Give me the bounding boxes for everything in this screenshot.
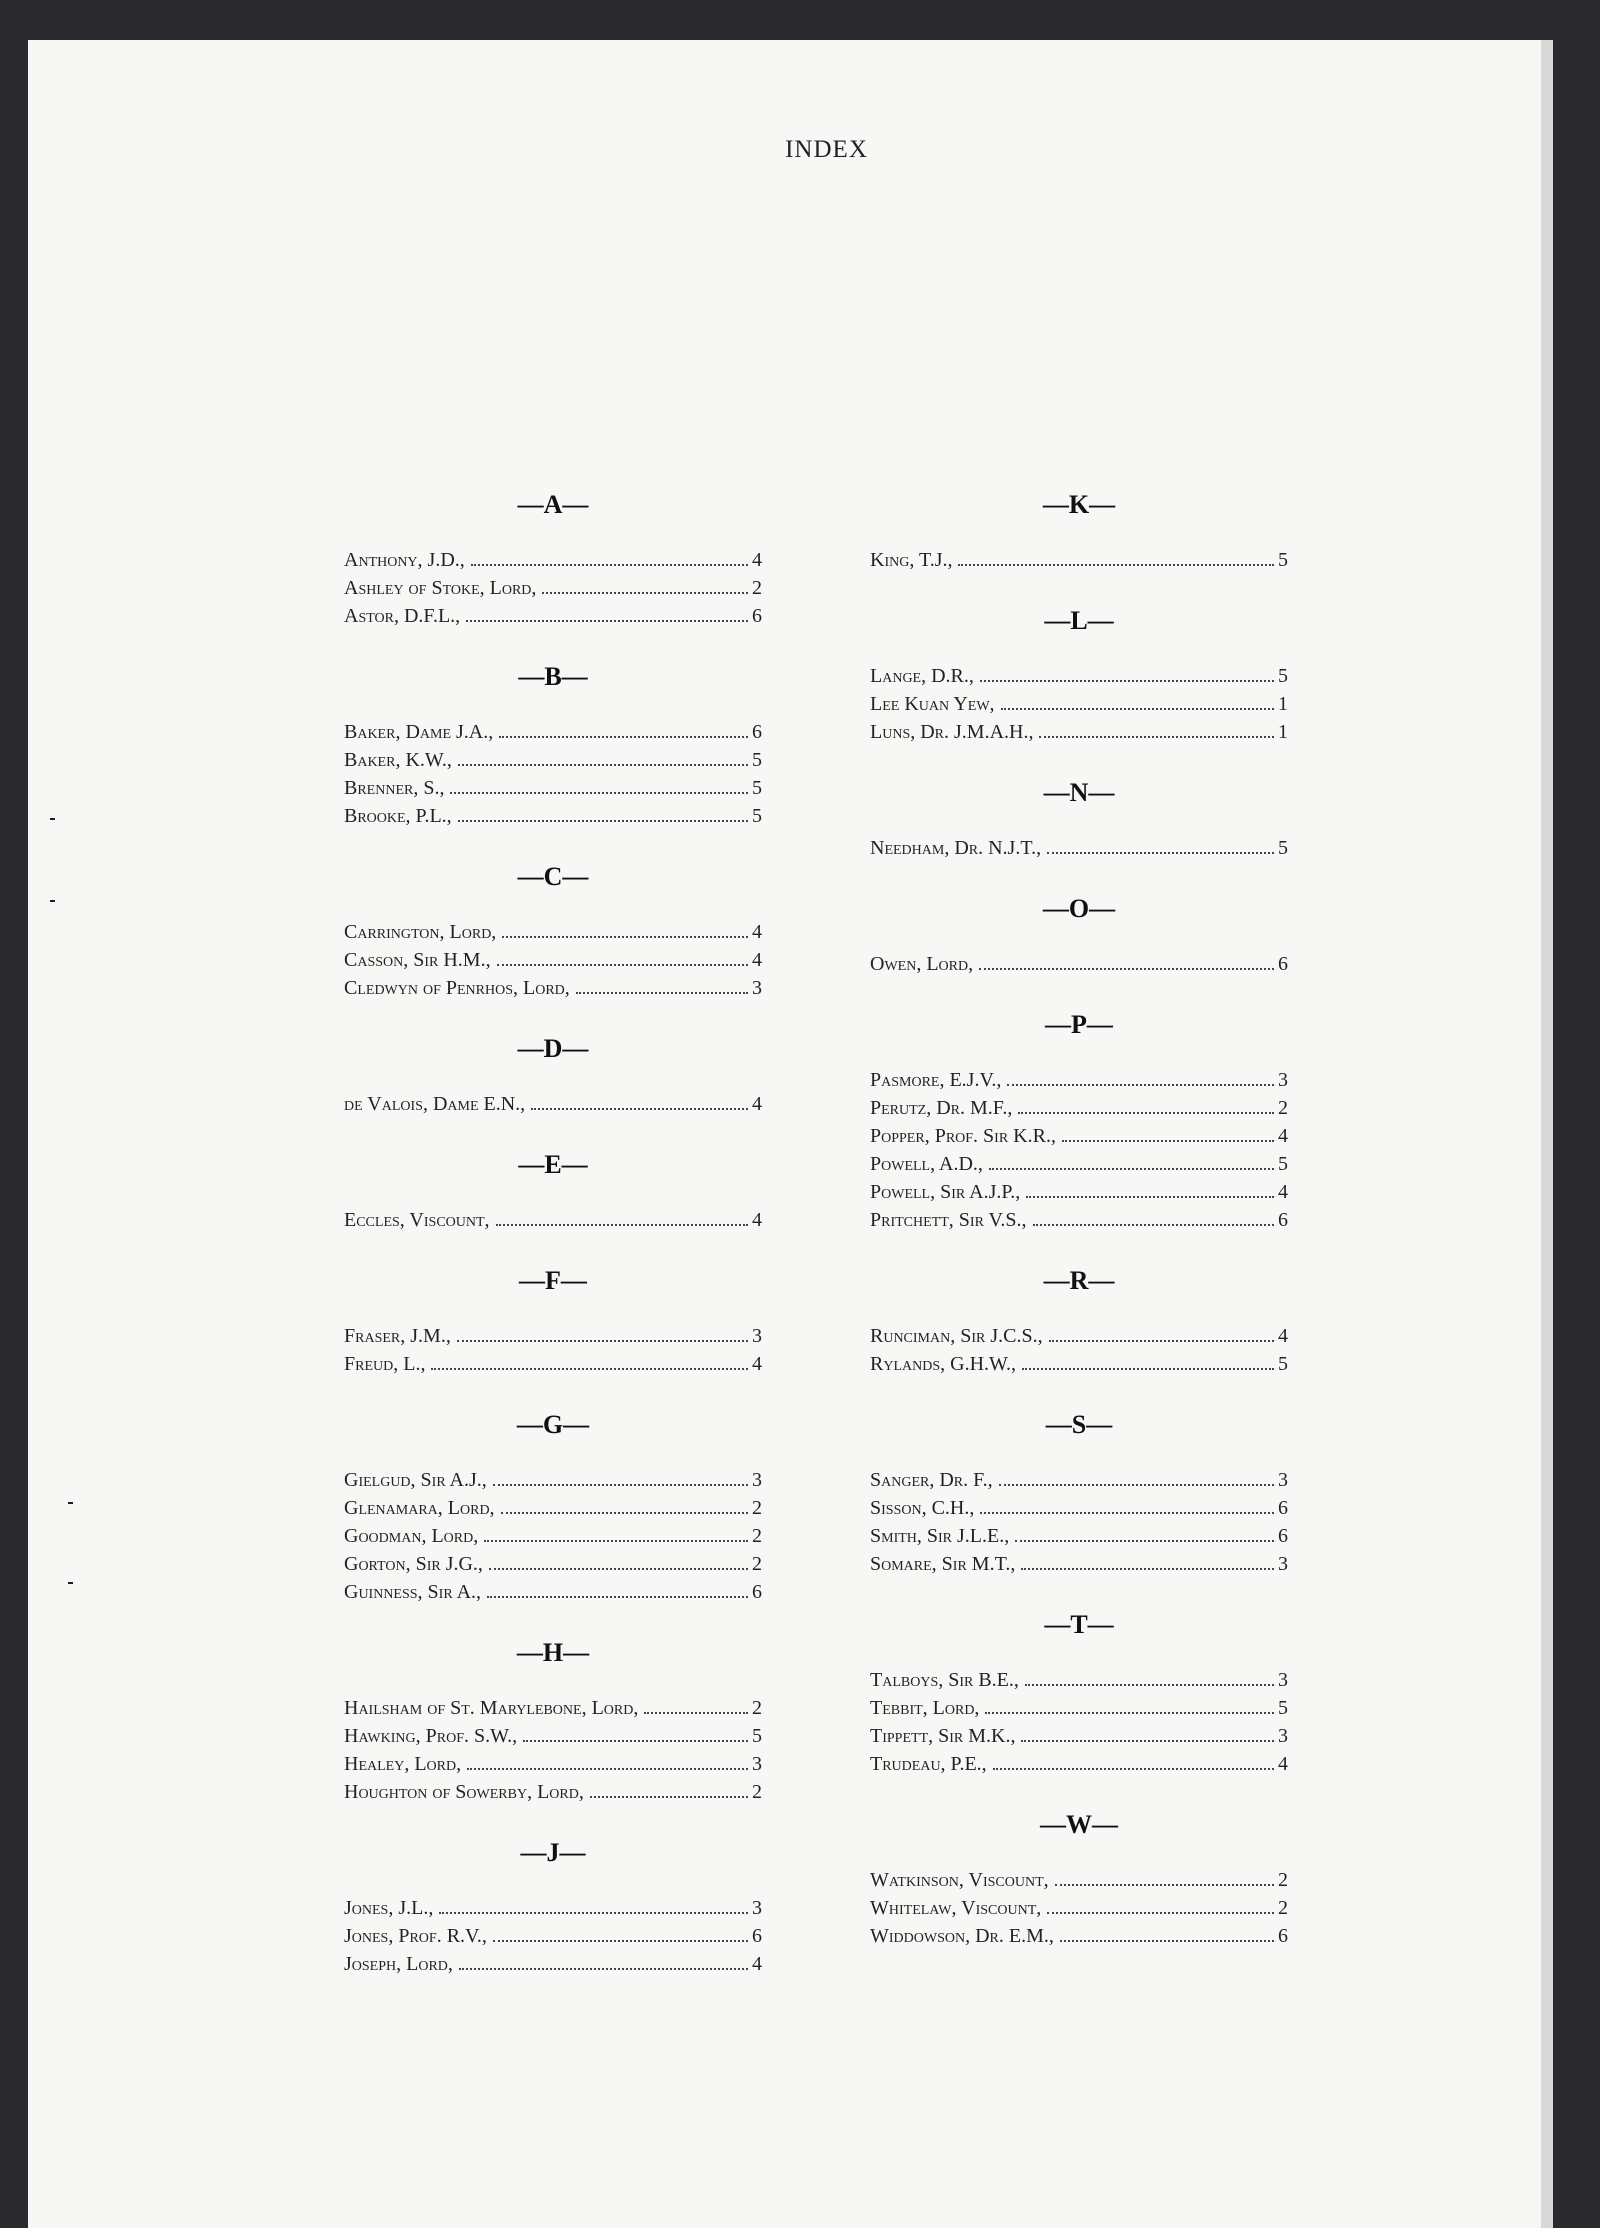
index-entry <box>870 1350 1288 1378</box>
index-entry <box>344 1522 762 1550</box>
index-entry <box>870 1522 1288 1550</box>
index-section <box>344 1636 762 1806</box>
entry-name: Runciman, Sir J.C.S., <box>870 1325 1043 1347</box>
margin-mark <box>50 900 55 902</box>
dot-leader <box>501 1512 748 1514</box>
index-entry <box>344 602 762 630</box>
section-letter-heading: —F— <box>519 1266 587 1295</box>
entry-name: Freud, L., <box>344 1353 426 1375</box>
section-letter-heading: —C— <box>517 862 589 891</box>
entry-page-number: 2 <box>752 1781 762 1803</box>
entry-name: Luns, Dr. J.M.A.H., <box>870 721 1034 743</box>
dot-leader <box>958 564 1274 566</box>
section-letter-heading: —K— <box>1042 490 1116 519</box>
entry-page-number: 4 <box>1278 1181 1288 1203</box>
entry-page-number: 6 <box>1278 953 1288 975</box>
index-entry <box>344 574 762 602</box>
index-entry <box>870 1206 1288 1234</box>
dot-leader <box>1060 1940 1274 1942</box>
entry-page-number: 1 <box>1278 693 1288 715</box>
dot-leader <box>1062 1140 1274 1142</box>
index-entry <box>344 1950 762 1978</box>
entry-page-number: 3 <box>752 1753 762 1775</box>
margin-mark <box>68 1582 73 1584</box>
entry-name: Anthony, J.D., <box>344 549 465 571</box>
index-entry <box>870 1894 1288 1922</box>
entry-name: Gielgud, Sir A.J., <box>344 1469 487 1491</box>
entry-name: Ashley of Stoke, Lord, <box>344 577 537 599</box>
entry-page-number: 6 <box>752 605 762 627</box>
index-entry <box>870 1494 1288 1522</box>
dot-leader <box>999 1484 1274 1486</box>
section-letter-heading: —B— <box>518 662 588 691</box>
section-letter-heading: —H— <box>516 1638 590 1667</box>
entry-name: Tippett, Sir M.K., <box>870 1725 1016 1747</box>
entry-name: Glenamara, Lord, <box>344 1497 495 1519</box>
index-entry <box>344 1922 762 1950</box>
dot-leader <box>1022 1368 1274 1370</box>
entry-name: Baker, Dame J.A., <box>344 721 494 743</box>
entry-name: Widdowson, Dr. E.M., <box>870 1925 1054 1947</box>
index-entry <box>870 1550 1288 1578</box>
index-entry <box>870 1094 1288 1122</box>
entry-page-number: 5 <box>1278 549 1288 571</box>
entry-name: Houghton of Sowerby, Lord, <box>344 1781 584 1803</box>
dot-leader <box>989 1168 1274 1170</box>
dot-leader <box>431 1368 748 1370</box>
entry-page-number: 6 <box>752 1581 762 1603</box>
index-entry <box>870 1322 1288 1350</box>
entry-page-number: 2 <box>752 577 762 599</box>
document-page <box>28 40 1541 2228</box>
dot-leader <box>450 792 748 794</box>
entry-name: Brenner, S., <box>344 777 445 799</box>
index-entry <box>870 1922 1288 1950</box>
entry-page-number: 6 <box>1278 1925 1288 1947</box>
index-entry <box>344 1750 762 1778</box>
entry-name: Healey, Lord, <box>344 1753 462 1775</box>
entry-page-number: 3 <box>752 1325 762 1347</box>
section-letter-heading: —G— <box>516 1410 590 1439</box>
entry-name: Pritchett, Sir V.S., <box>870 1209 1027 1231</box>
section-letter-heading: —P— <box>1045 1010 1113 1039</box>
dot-leader <box>542 592 748 594</box>
entry-name: Hawking, Prof. S.W., <box>344 1725 518 1747</box>
index-entry <box>344 718 762 746</box>
entry-page-number: 2 <box>752 1525 762 1547</box>
dot-leader <box>590 1796 748 1798</box>
entry-page-number: 4 <box>1278 1753 1288 1775</box>
entry-name: Jones, Prof. R.V., <box>344 1925 487 1947</box>
entry-name: Brooke, P.L., <box>344 805 452 827</box>
index-section <box>344 1836 762 1978</box>
dot-leader <box>493 1940 748 1942</box>
entry-name: Cledwyn of Penrhos, Lord, <box>344 977 570 999</box>
dot-leader <box>979 968 1274 970</box>
index-entry <box>344 1494 762 1522</box>
entry-name: Watkinson, Viscount, <box>870 1869 1049 1891</box>
entry-name: Astor, D.F.L., <box>344 605 461 627</box>
dot-leader <box>458 764 748 766</box>
entry-page-number: 3 <box>1278 1469 1288 1491</box>
entry-page-number: 5 <box>752 805 762 827</box>
entry-name: Popper, Prof. Sir K.R., <box>870 1125 1056 1147</box>
index-column-right <box>870 488 1288 1980</box>
index-title: INDEX <box>785 136 868 163</box>
dot-leader <box>576 992 748 994</box>
index-entry <box>870 950 1288 978</box>
dot-leader <box>471 564 748 566</box>
index-entry <box>870 690 1288 718</box>
dot-leader <box>1025 1684 1274 1686</box>
index-section <box>870 1808 1288 1950</box>
entry-page-number: 5 <box>1278 665 1288 687</box>
entry-page-number: 5 <box>752 1725 762 1747</box>
page-edge <box>1541 40 1553 2228</box>
entry-page-number: 5 <box>1278 1353 1288 1375</box>
index-entry <box>344 774 762 802</box>
index-entry <box>870 1866 1288 1894</box>
entry-page-number: 4 <box>752 1353 762 1375</box>
index-section <box>344 860 762 1002</box>
index-entry <box>344 1694 762 1722</box>
index-entry <box>344 746 762 774</box>
index-entry <box>344 1550 762 1578</box>
dot-leader <box>439 1912 748 1914</box>
entry-name: Rylands, G.H.W., <box>870 1353 1017 1375</box>
entry-name: Owen, Lord, <box>870 953 974 975</box>
dot-leader <box>1033 1224 1274 1226</box>
index-entry <box>344 974 762 1002</box>
section-letter-heading: —L— <box>1044 606 1114 635</box>
entry-page-number: 2 <box>752 1497 762 1519</box>
section-letter-heading: —N— <box>1043 778 1115 807</box>
index-entry <box>870 1694 1288 1722</box>
index-entry <box>870 834 1288 862</box>
entry-name: King, T.J., <box>870 549 953 571</box>
entry-name: Whitelaw, Viscount, <box>870 1897 1042 1919</box>
entry-page-number: 6 <box>1278 1497 1288 1519</box>
index-column-left <box>344 488 762 2008</box>
entry-name: Joseph, Lord, <box>344 1953 453 1975</box>
entry-page-number: 2 <box>1278 1097 1288 1119</box>
index-entry <box>344 1466 762 1494</box>
entry-page-number: 6 <box>1278 1525 1288 1547</box>
index-section <box>870 1408 1288 1578</box>
dot-leader <box>1047 852 1274 854</box>
entry-page-number: 5 <box>1278 1153 1288 1175</box>
index-entry <box>870 1150 1288 1178</box>
entry-page-number: 4 <box>752 949 762 971</box>
index-entry <box>870 1178 1288 1206</box>
entry-page-number: 4 <box>752 921 762 943</box>
dot-leader <box>457 1340 748 1342</box>
margin-mark <box>68 1502 73 1504</box>
entry-page-number: 3 <box>752 1469 762 1491</box>
entry-name: Lee Kuan Yew, <box>870 693 995 715</box>
section-letter-heading: —A— <box>517 490 589 519</box>
dot-leader <box>523 1740 748 1742</box>
entry-page-number: 3 <box>1278 1725 1288 1747</box>
dot-leader <box>1001 708 1274 710</box>
entry-name: Trudeau, P.E., <box>870 1753 987 1775</box>
index-entry <box>870 662 1288 690</box>
index-entry <box>344 1322 762 1350</box>
entry-page-number: 6 <box>752 1925 762 1947</box>
entry-page-number: 4 <box>1278 1325 1288 1347</box>
entry-name: Sisson, C.H., <box>870 1497 975 1519</box>
entry-name: Carrington, Lord, <box>344 921 497 943</box>
dot-leader <box>466 620 748 622</box>
entry-page-number: 2 <box>1278 1869 1288 1891</box>
dot-leader <box>487 1596 748 1598</box>
dot-leader <box>1055 1884 1274 1886</box>
entry-page-number: 4 <box>752 1093 762 1115</box>
index-entry <box>870 546 1288 574</box>
section-letter-heading: —T— <box>1044 1610 1114 1639</box>
index-section <box>344 1148 762 1234</box>
dot-leader <box>1015 1540 1274 1542</box>
index-entry <box>870 1466 1288 1494</box>
section-letter-heading: —R— <box>1043 1266 1115 1295</box>
dot-leader <box>1021 1740 1274 1742</box>
entry-page-number: 5 <box>1278 837 1288 859</box>
entry-page-number: 6 <box>1278 1209 1288 1231</box>
entry-page-number: 5 <box>752 777 762 799</box>
index-section <box>870 892 1288 978</box>
index-section <box>344 488 762 630</box>
entry-name: Gorton, Sir J.G., <box>344 1553 483 1575</box>
entry-name: Powell, A.D., <box>870 1153 983 1175</box>
entry-page-number: 4 <box>1278 1125 1288 1147</box>
entry-name: de Valois, Dame E.N., <box>344 1093 526 1115</box>
entry-name: Eccles, Viscount, <box>344 1209 490 1231</box>
entry-name: Smith, Sir J.L.E., <box>870 1525 1010 1547</box>
index-entry <box>344 1722 762 1750</box>
index-entry <box>344 1778 762 1806</box>
index-entry <box>344 946 762 974</box>
section-letter-heading: —E— <box>518 1150 588 1179</box>
dot-leader <box>1007 1084 1274 1086</box>
dot-leader <box>484 1540 748 1542</box>
entry-page-number: 3 <box>752 977 762 999</box>
dot-leader <box>458 820 748 822</box>
entry-name: Talboys, Sir B.E., <box>870 1669 1019 1691</box>
entry-name: Needham, Dr. N.J.T., <box>870 837 1042 859</box>
index-entry <box>344 918 762 946</box>
entry-name: Pasmore, E.J.V., <box>870 1069 1002 1091</box>
section-letter-heading: —J— <box>520 1838 586 1867</box>
index-section <box>870 1008 1288 1234</box>
index-entry <box>344 1578 762 1606</box>
index-entry <box>870 1066 1288 1094</box>
dot-leader <box>489 1568 748 1570</box>
dot-leader <box>467 1768 748 1770</box>
entry-name: Lange, D.R., <box>870 665 974 687</box>
entry-name: Baker, K.W., <box>344 749 452 771</box>
dot-leader <box>980 680 1274 682</box>
dot-leader <box>531 1108 748 1110</box>
index-entry <box>870 718 1288 746</box>
index-section <box>870 1264 1288 1378</box>
dot-leader <box>993 1768 1274 1770</box>
index-section <box>344 660 762 830</box>
entry-name: Jones, J.L., <box>344 1897 434 1919</box>
entry-page-number: 2 <box>1278 1897 1288 1919</box>
entry-name: Tebbit, Lord, <box>870 1697 980 1719</box>
dot-leader <box>1039 736 1274 738</box>
entry-name: Hailsham of St. Marylebone, Lord, <box>344 1697 639 1719</box>
index-entry <box>344 1090 762 1118</box>
entry-page-number: 3 <box>1278 1553 1288 1575</box>
entry-name: Guinness, Sir A., <box>344 1581 482 1603</box>
entry-name: Sanger, Dr. F., <box>870 1469 993 1491</box>
dot-leader <box>1049 1340 1274 1342</box>
entry-page-number: 3 <box>1278 1669 1288 1691</box>
entry-name: Somare, Sir M.T., <box>870 1553 1016 1575</box>
index-entry <box>344 1206 762 1234</box>
margin-mark <box>50 818 55 820</box>
index-section <box>870 776 1288 862</box>
dot-leader <box>1018 1112 1274 1114</box>
dot-leader <box>644 1712 748 1714</box>
dot-leader <box>493 1484 748 1486</box>
section-letter-heading: —S— <box>1045 1410 1113 1439</box>
entry-name: Powell, Sir A.J.P., <box>870 1181 1021 1203</box>
entry-page-number: 1 <box>1278 721 1288 743</box>
section-letter-heading: —D— <box>517 1034 589 1063</box>
entry-page-number: 4 <box>752 1953 762 1975</box>
dot-leader <box>502 936 748 938</box>
entry-page-number: 3 <box>1278 1069 1288 1091</box>
entry-page-number: 5 <box>752 749 762 771</box>
index-entry <box>344 546 762 574</box>
index-section <box>344 1264 762 1378</box>
entry-name: Fraser, J.M., <box>344 1325 451 1347</box>
entry-page-number: 2 <box>752 1553 762 1575</box>
index-entry <box>344 1894 762 1922</box>
entry-page-number: 4 <box>752 549 762 571</box>
entry-name: Perutz, Dr. M.F., <box>870 1097 1013 1119</box>
dot-leader <box>496 1224 748 1226</box>
section-letter-heading: —O— <box>1042 894 1116 923</box>
entry-page-number: 3 <box>752 1897 762 1919</box>
dot-leader <box>985 1712 1274 1714</box>
index-entry <box>344 1350 762 1378</box>
entry-name: Casson, Sir H.M., <box>344 949 491 971</box>
index-section <box>870 604 1288 746</box>
index-entry <box>870 1722 1288 1750</box>
entry-page-number: 2 <box>752 1697 762 1719</box>
entry-page-number: 6 <box>752 721 762 743</box>
index-entry <box>870 1666 1288 1694</box>
entry-page-number: 4 <box>752 1209 762 1231</box>
index-entry <box>344 802 762 830</box>
dot-leader <box>1021 1568 1274 1570</box>
index-entry <box>870 1750 1288 1778</box>
dot-leader <box>1047 1912 1274 1914</box>
entry-page-number: 5 <box>1278 1697 1288 1719</box>
dot-leader <box>459 1968 748 1970</box>
index-entry <box>870 1122 1288 1150</box>
index-section <box>344 1032 762 1118</box>
entry-name: Goodman, Lord, <box>344 1525 479 1547</box>
index-section <box>344 1408 762 1606</box>
index-section <box>870 1608 1288 1778</box>
dot-leader <box>980 1512 1274 1514</box>
dot-leader <box>1026 1196 1274 1198</box>
dot-leader <box>497 964 748 966</box>
index-section <box>870 488 1288 574</box>
section-letter-heading: —W— <box>1040 1810 1118 1839</box>
dot-leader <box>499 736 748 738</box>
